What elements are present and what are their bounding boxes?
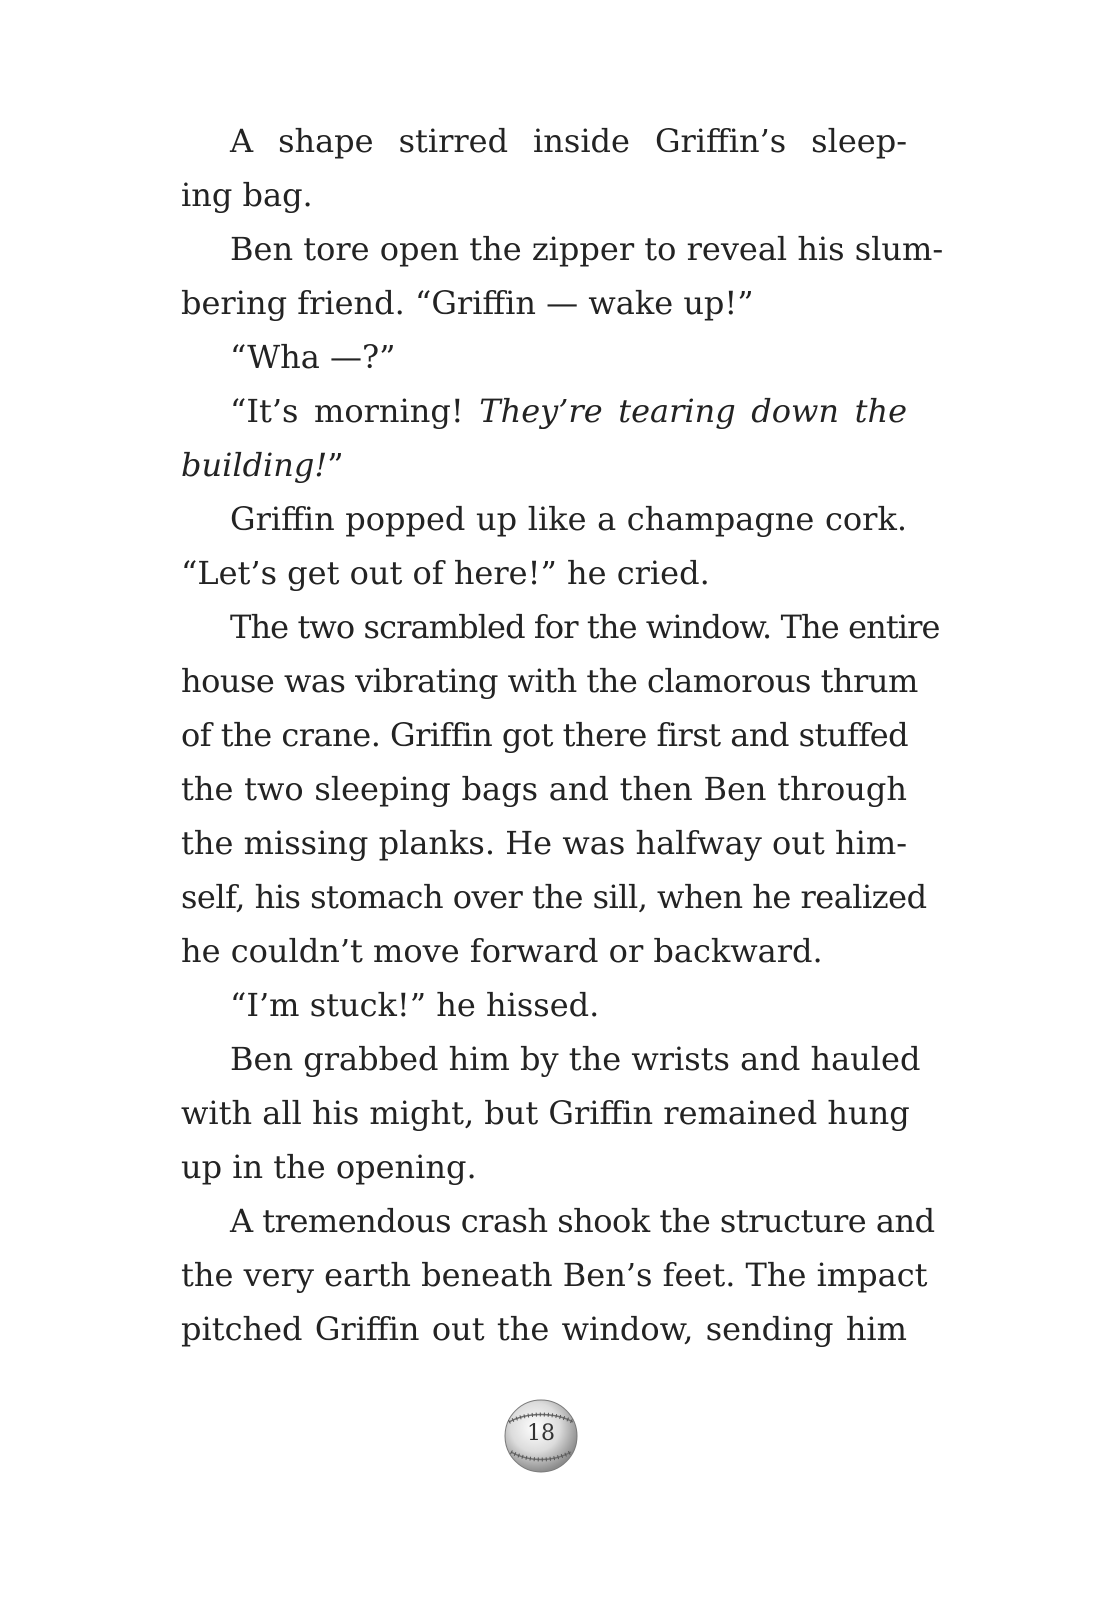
text-line: with all his might, but Griffin remained hung	[181, 1094, 910, 1132]
text-line: pitched Griffin out the window, sending him	[181, 1310, 907, 1348]
text-line: self, his stomach over the sill, when he realized	[181, 878, 927, 916]
italic-text-segment: They’re tearing down the	[479, 392, 907, 430]
text-line: bering friend. “Griffin — wake up!”	[181, 284, 754, 322]
text-line: up in the opening.	[181, 1148, 477, 1186]
text-line: house was vibrating with the clamorous thrum	[181, 662, 918, 700]
text-line: the missing planks. He was halfway out him-	[181, 824, 907, 862]
text-line: The two scrambled for the window. The entire	[230, 608, 940, 646]
text-line: the very earth beneath Ben’s feet. The impact	[181, 1256, 928, 1294]
text-line: A tremendous crash shook the structure and	[230, 1202, 935, 1240]
page-number-baseball	[503, 1398, 579, 1474]
text-line: of the crane. Griffin got there first and stuffed	[181, 716, 909, 754]
page-body-text	[181, 114, 944, 1356]
text-line: “Let’s get out of here!” he cried.	[181, 554, 710, 592]
italic-text-segment: building!	[181, 446, 328, 484]
text-line: “Wha —?”	[230, 338, 396, 376]
text-segment: “It’s morning!	[230, 392, 480, 430]
text-line-mixed	[181, 438, 907, 492]
text-line: Ben grabbed him by the wrists and hauled	[230, 1040, 921, 1078]
page-number: 18	[527, 1421, 555, 1446]
text-line: he couldn’t move forward or backward.	[181, 932, 823, 970]
text-line: ing bag.	[181, 176, 313, 214]
text-segment: ”	[327, 446, 344, 484]
text-line: “I’m stuck!” he hissed.	[230, 986, 600, 1024]
text-line-mixed	[181, 384, 907, 438]
text-line: Ben tore open the zipper to reveal his slum-	[230, 230, 944, 268]
text-line: the two sleeping bags and then Ben through	[181, 770, 907, 808]
text-line: Griffin popped up like a champagne cork.	[230, 500, 907, 538]
text-line: A shape stirred inside Griffin’s sleep-	[230, 122, 907, 160]
